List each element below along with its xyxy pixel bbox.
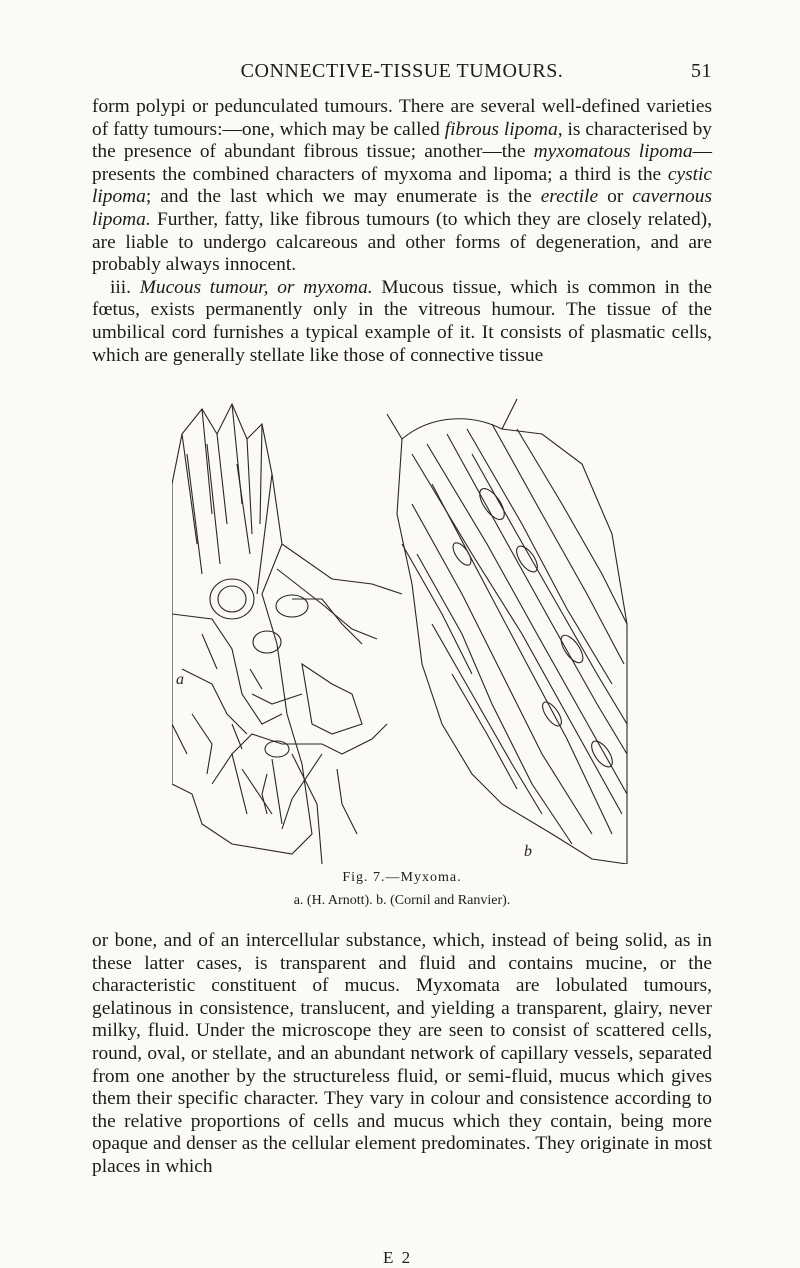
running-header	[92, 60, 712, 88]
paragraph-lipoma: form polypi or pedunculated tumours. There are several well-defined varieties of fatty tumours:—one, which may be called fibrous lipoma, is characterised by the presence of abundant fibrous tissue; another—the myxomatous lipoma—presents the combined characters of myxoma and lipoma; a third is the cystic lipoma; and the last which we may enumerate is the erectile or cavernous lipoma. Further, fatty, like fibrous tumours (to which they are closely related), are liable to undergo calcareous and other forms of degeneration, and are probably always innocent.	[92, 96, 712, 276]
figure-credit: a. (H. Arnott). b. (Cornil and Ranvier).	[293, 893, 511, 908]
panel-b-drawing	[387, 399, 627, 864]
myxoma-illustration	[172, 394, 632, 864]
myxoma-figure	[172, 394, 632, 864]
text-block-top	[92, 96, 712, 367]
figure-label-b: b	[524, 843, 532, 860]
text-block-bottom	[92, 930, 712, 1179]
figure-label-a: a	[176, 671, 184, 688]
panel-a-drawing	[172, 404, 402, 864]
signature-mark: E 2	[383, 1248, 413, 1267]
paragraph-continuation: or bone, and of an intercellular substance, which, instead of being solid, as in these latter cases, is transparent and fluid and contains mucine, or the characteristic constituent of mucus. Myxomata are lobulated tumours, gelatinous in consistence, translucent, and yielding a transparent, glairy, never milky, fluid. Under the microscope they are seen to consist of scattered cells, round, oval, or stellate, and an abundant network of capillary vessels, separated from one another by the structureless fluid, or semi-fluid, mucus which gives them their specific character. They vary in colour and consistence according to the relative proportions of cells and mucus which they contain, being more opaque and denser as the cellular element predominates. They originate in most places in which	[92, 930, 712, 1177]
page-header-title: CONNECTIVE-TISSUE TUMOURS.	[240, 60, 564, 82]
figure-caption: Fig. 7.—Myxoma.	[342, 870, 462, 885]
paragraph-myxoma: iii. Mucous tumour, or myxoma. Mucous tissue, which is common in the fœtus, exists permanently only in the vitreous humour. The tissue of the umbilical cord furnishes a typical example of it. It consists of plasmatic cells, which are generally stellate like those of connective tissue	[92, 276, 712, 366]
page-number: 51	[691, 60, 712, 82]
